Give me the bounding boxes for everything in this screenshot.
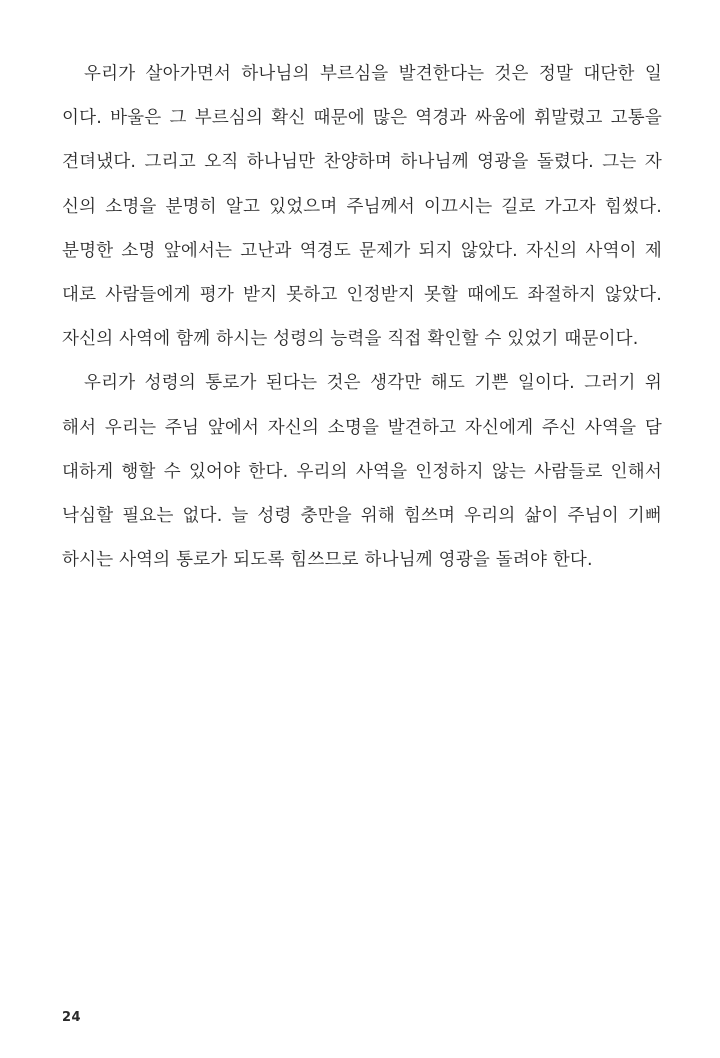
body-text xyxy=(62,52,662,582)
text-line: 낙심할 필요는 없다. 늘 성령 충만을 위해 힘쓰며 우리의 삶이 주님이 기뻐 xyxy=(62,505,662,526)
text-line: 분명한 소명 앞에서는 고난과 역경도 문제가 되지 않았다. 자신의 사역이 제 xyxy=(62,240,662,261)
text-line: 하시는 사역의 통로가 되도록 힘쓰므로 하나님께 영광을 돌려야 한다. xyxy=(62,550,593,571)
text-line: 자신의 사역에 함께 하시는 성령의 능력을 직접 확인할 수 있었기 때문이다. xyxy=(62,329,639,350)
paragraph-1 xyxy=(62,52,662,361)
page-number: 24 xyxy=(62,1010,82,1025)
text-line: 대하게 행할 수 있어야 한다. 우리의 사역을 인정하지 않는 사람들로 인해서 xyxy=(62,461,662,482)
text-line: 대로 사람들에게 평가 받지 못하고 인정받지 못할 때에도 좌절하지 않았다. xyxy=(62,284,662,305)
text-line: 이다. 바울은 그 부르심의 확신 때문에 많은 역경과 싸움에 휘말렸고 고통을 xyxy=(62,108,662,129)
text-line: 우리가 살아가면서 하나님의 부르심을 발견한다는 것은 정말 대단한 일 xyxy=(84,64,662,84)
text-line: 신의 소명을 분명히 알고 있었으며 주님께서 이끄시는 길로 가고자 힘썼다. xyxy=(62,196,662,217)
text-line: 해서 우리는 주님 앞에서 자신의 소명을 발견하고 자신에게 주신 사역을 담 xyxy=(62,417,662,438)
paragraph-2 xyxy=(62,361,662,582)
text-line: 우리가 성령의 통로가 된다는 것은 생각만 해도 기쁜 일이다. 그러기 위 xyxy=(84,373,662,394)
text-line: 견뎌냈다. 그리고 오직 하나님만 찬양하며 하나님께 영광을 돌렸다. 그는 자 xyxy=(62,152,662,173)
